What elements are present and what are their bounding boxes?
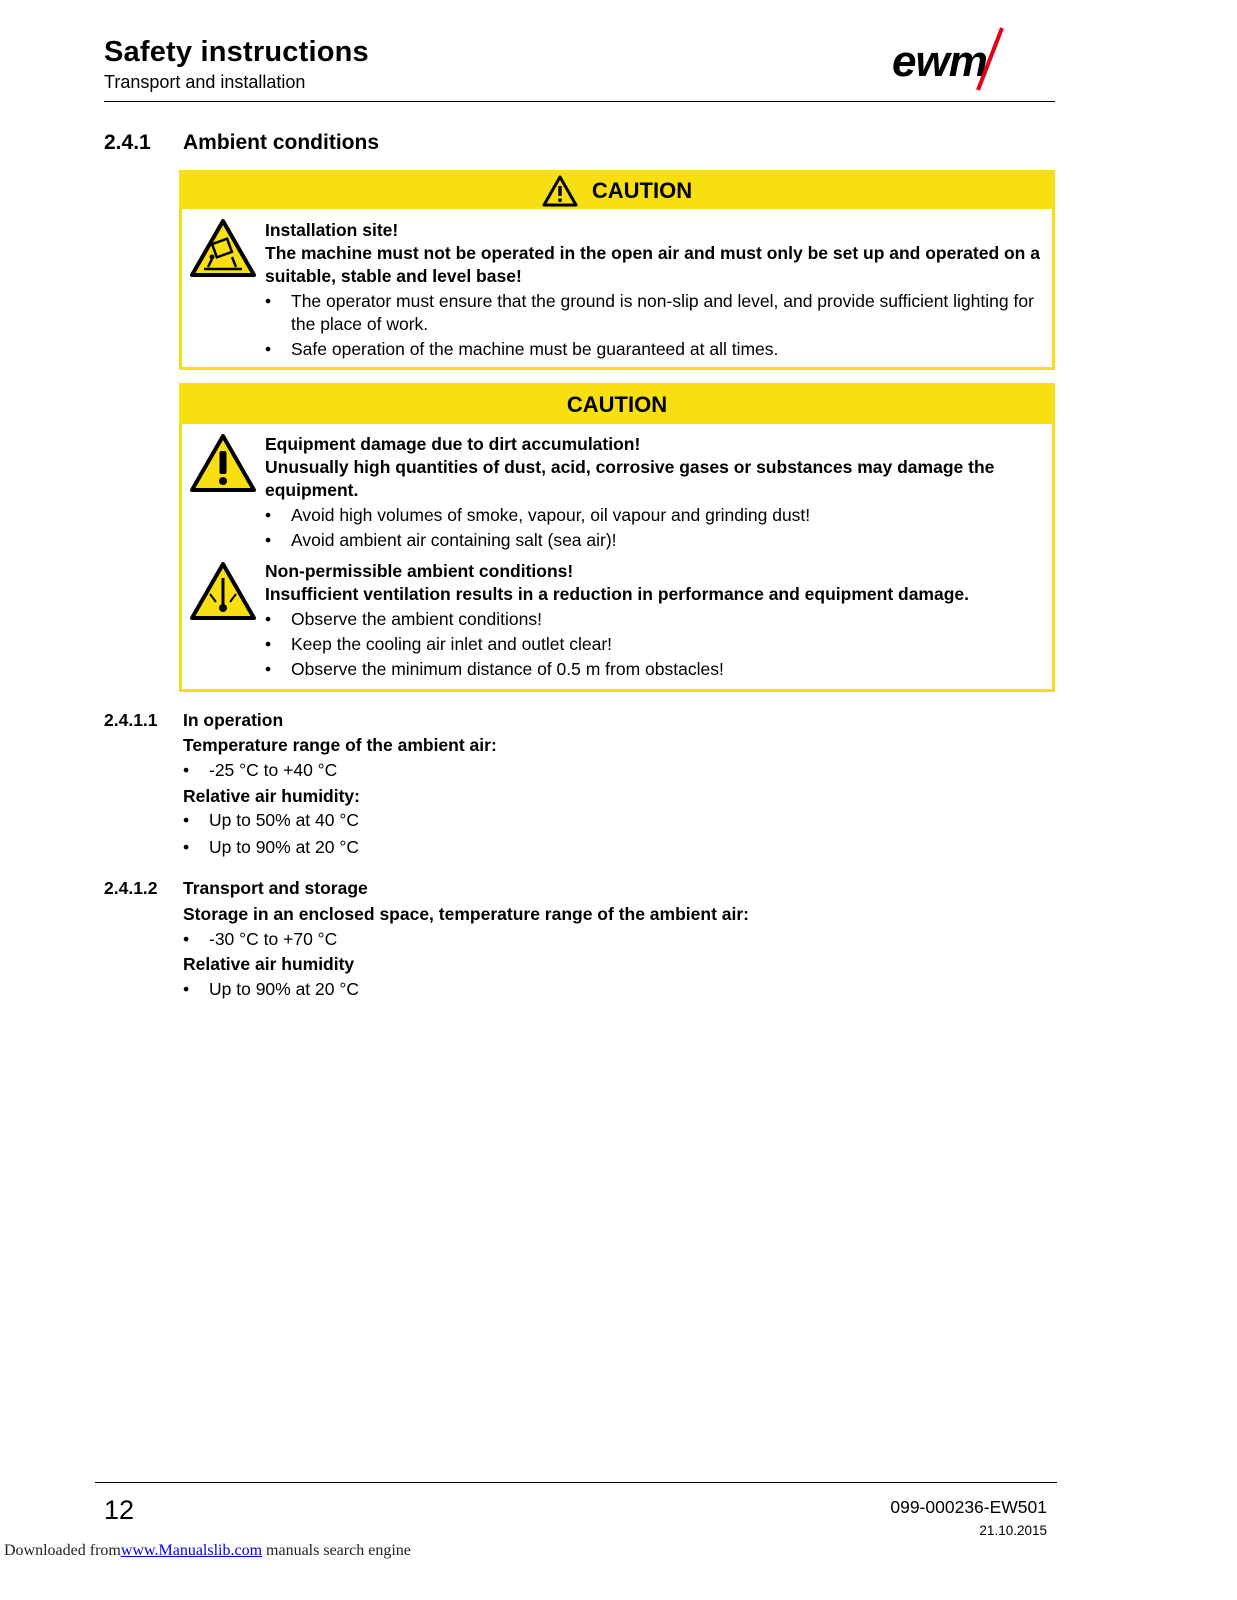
exclamation-warning-icon xyxy=(190,434,256,492)
temperature-label: Temperature range of the ambient air: xyxy=(183,735,497,755)
warning-title: Equipment damage due to dirt accumulation! xyxy=(265,434,641,454)
subsection-number: 2.4.1.1 xyxy=(104,710,158,730)
page-number: 12 xyxy=(104,1495,135,1525)
footer-rule xyxy=(95,1482,1057,1483)
storage-humidity-value: Up to 90% at 20 °C xyxy=(209,979,359,999)
humidity-value: Up to 50% at 40 °C xyxy=(209,810,359,830)
document-number: 099-000236-EW501 xyxy=(890,1497,1047,1517)
bullet: • xyxy=(183,810,190,830)
list-item xyxy=(183,759,337,782)
bullet: • xyxy=(183,837,190,857)
bullet: • xyxy=(265,634,272,654)
temperature-value: -25 °C to +40 °C xyxy=(209,760,338,780)
falling-machine-icon xyxy=(190,219,256,277)
bullet: • xyxy=(265,291,272,311)
humidity-value: Up to 90% at 20 °C xyxy=(209,837,359,857)
section-title: Ambient conditions xyxy=(183,131,379,154)
list-item xyxy=(183,809,359,832)
storage-temperature-label: Storage in an enclosed space, temperature range of the ambient air: xyxy=(183,904,749,924)
ewm-logo xyxy=(890,26,1040,92)
warning-triangle-icon xyxy=(542,175,578,207)
manualslib-link[interactable]: www.Manualslib.com xyxy=(120,1542,263,1559)
subsection-title: In operation xyxy=(183,710,284,730)
bullet-text: Safe operation of the machine must be guaranteed at all times. xyxy=(291,339,779,359)
subsection-title: Transport and storage xyxy=(183,878,368,898)
download-suffix: manuals search engine xyxy=(262,1542,411,1559)
bullet: • xyxy=(265,339,272,359)
bullet: • xyxy=(183,979,190,999)
list-item xyxy=(265,290,1045,336)
bullet: • xyxy=(265,505,272,525)
svg-text:ewm: ewm xyxy=(892,37,987,86)
warning-title: Installation site! xyxy=(265,220,399,240)
download-note xyxy=(4,1542,411,1560)
warning-title: Non-permissible ambient conditions! xyxy=(265,561,574,581)
page-title: Safety instructions xyxy=(104,36,369,68)
header-rule xyxy=(104,101,1055,102)
bullet: • xyxy=(265,609,272,629)
ambient-conditions-content xyxy=(265,560,1050,681)
caution-header xyxy=(182,173,1052,209)
list-item xyxy=(265,338,1045,361)
storage-temperature-value: -30 °C to +70 °C xyxy=(209,929,338,949)
list-item xyxy=(265,658,1050,681)
caution-label: CAUTION xyxy=(591,178,693,203)
list-item xyxy=(183,978,359,1001)
bullet-text: Avoid ambient air containing salt (sea air)! xyxy=(291,530,617,550)
list-item xyxy=(265,504,1050,527)
list-item xyxy=(183,836,359,859)
storage-humidity-label: Relative air humidity xyxy=(183,954,355,974)
bullet-text: The operator must ensure that the ground is non-slip and level, and provide sufficient lighting for the place of work. xyxy=(291,291,1034,334)
list-item xyxy=(265,529,1050,552)
download-prefix: Downloaded from xyxy=(4,1542,121,1559)
bullet: • xyxy=(265,659,272,679)
subsection-number: 2.4.1.2 xyxy=(104,878,158,898)
bullet-text: Observe the minimum distance of 0.5 m from obstacles! xyxy=(291,659,724,679)
caution-box-ambient xyxy=(179,383,1055,692)
list-item xyxy=(265,608,1050,631)
installation-site-content xyxy=(265,219,1045,361)
section-number: 2.4.1 xyxy=(104,131,151,154)
humidity-label: Relative air humidity: xyxy=(183,786,360,806)
list-item xyxy=(265,633,1050,656)
warning-statement: The machine must not be operated in the open air and must only be set up and operated on a suitable, stable and level base! xyxy=(265,243,1040,286)
page-subtitle: Transport and installation xyxy=(104,72,306,92)
bullet-text: Avoid high volumes of smoke, vapour, oil vapour and grinding dust! xyxy=(291,505,811,525)
bullet: • xyxy=(265,530,272,550)
warning-statement: Insufficient ventilation results in a reduction in performance and equipment damage. xyxy=(265,584,970,604)
caution-box-installation xyxy=(179,170,1055,370)
bullet-text: Observe the ambient conditions! xyxy=(291,609,542,629)
warning-statement: Unusually high quantities of dust, acid, corrosive gases or substances may damage the equipment. xyxy=(265,457,995,500)
list-item xyxy=(183,928,337,951)
bullet-text: Keep the cooling air inlet and outlet clear! xyxy=(291,634,613,654)
bullet: • xyxy=(183,760,190,780)
dirt-accumulation-content xyxy=(265,433,1050,552)
document-date: 21.10.2015 xyxy=(979,1523,1047,1538)
bullet: • xyxy=(183,929,190,949)
temperature-warning-icon xyxy=(190,562,256,620)
caution-label: CAUTION xyxy=(566,392,668,417)
caution-header xyxy=(182,386,1052,424)
